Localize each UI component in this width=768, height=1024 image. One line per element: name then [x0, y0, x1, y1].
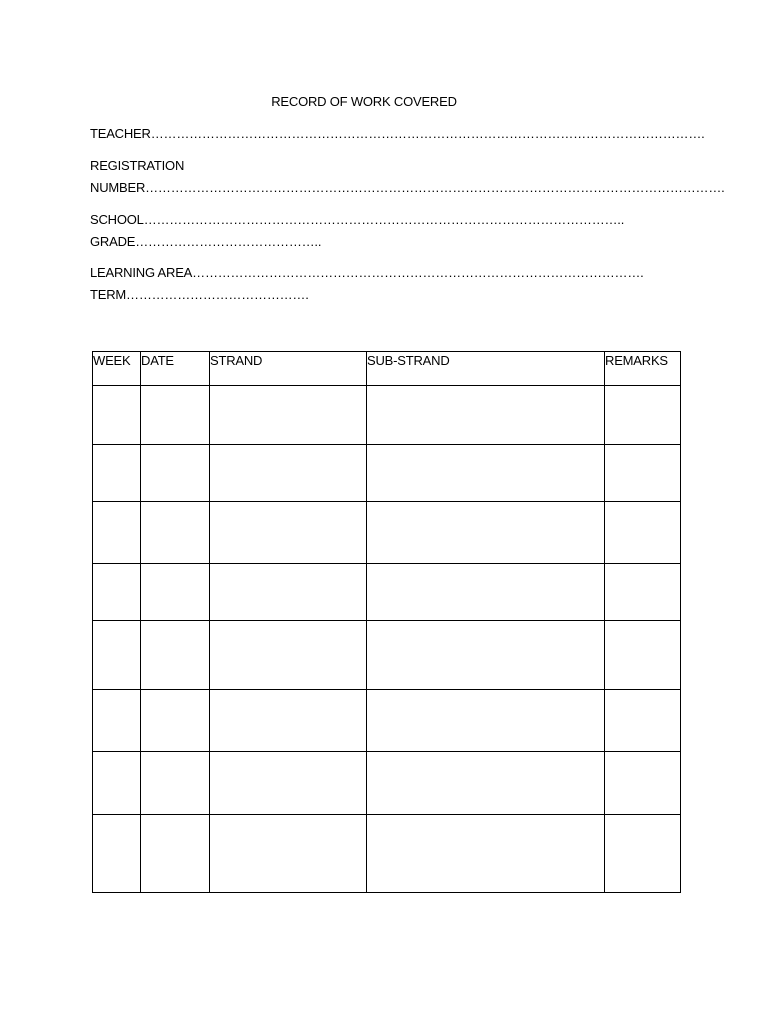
header-remarks: REMARKS — [605, 352, 681, 386]
term-field: TERM……………………………………. — [90, 287, 309, 302]
strand-cell — [210, 386, 367, 445]
week-cell — [93, 621, 141, 690]
sub-strand-cell — [367, 752, 605, 815]
table-header-row — [93, 352, 681, 386]
sub-strand-cell — [367, 502, 605, 564]
strand-cell — [210, 445, 367, 502]
remarks-cell — [605, 752, 681, 815]
sub-strand-cell — [367, 690, 605, 752]
table-row — [93, 621, 681, 690]
header-strand: STRAND — [210, 352, 367, 386]
sub-strand-cell — [367, 386, 605, 445]
table-row — [93, 564, 681, 621]
remarks-cell — [605, 502, 681, 564]
remarks-cell — [605, 621, 681, 690]
registration-number-field: NUMBER………………………………………………………………………………………………………………………. — [90, 180, 725, 195]
strand-cell — [210, 564, 367, 621]
week-cell — [93, 815, 141, 893]
week-cell — [93, 690, 141, 752]
date-cell — [141, 815, 210, 893]
week-cell — [93, 502, 141, 564]
date-cell — [141, 690, 210, 752]
remarks-cell — [605, 815, 681, 893]
table-row — [93, 445, 681, 502]
week-cell — [93, 752, 141, 815]
remarks-cell — [605, 564, 681, 621]
strand-cell — [210, 815, 367, 893]
remarks-cell — [605, 690, 681, 752]
remarks-cell — [605, 445, 681, 502]
date-cell — [141, 386, 210, 445]
registration-label: REGISTRATION — [90, 158, 185, 173]
grade-field: GRADE…………………………………….. — [90, 234, 322, 249]
sub-strand-cell — [367, 621, 605, 690]
record-of-work-table — [92, 351, 681, 893]
header-week: WEEK — [93, 352, 141, 386]
sub-strand-cell — [367, 445, 605, 502]
table-row — [93, 752, 681, 815]
remarks-cell — [605, 386, 681, 445]
table-row — [93, 815, 681, 893]
strand-cell — [210, 690, 367, 752]
document-title: RECORD OF WORK COVERED — [271, 94, 457, 109]
table-row — [93, 690, 681, 752]
date-cell — [141, 502, 210, 564]
date-cell — [141, 621, 210, 690]
teacher-field: TEACHER…………………………………………………………………………………………………………………. — [90, 126, 705, 141]
strand-cell — [210, 621, 367, 690]
school-field: SCHOOL………………………………………………………………………………………………….. — [90, 212, 625, 227]
table-row — [93, 502, 681, 564]
header-sub-strand: SUB-STRAND — [367, 352, 605, 386]
date-cell — [141, 445, 210, 502]
table-row — [93, 386, 681, 445]
strand-cell — [210, 502, 367, 564]
date-cell — [141, 564, 210, 621]
sub-strand-cell — [367, 815, 605, 893]
header-date: DATE — [141, 352, 210, 386]
learning-area-field: LEARNING AREA……………………………………………………………………………………………. — [90, 265, 644, 280]
date-cell — [141, 752, 210, 815]
week-cell — [93, 564, 141, 621]
week-cell — [93, 445, 141, 502]
sub-strand-cell — [367, 564, 605, 621]
week-cell — [93, 386, 141, 445]
strand-cell — [210, 752, 367, 815]
